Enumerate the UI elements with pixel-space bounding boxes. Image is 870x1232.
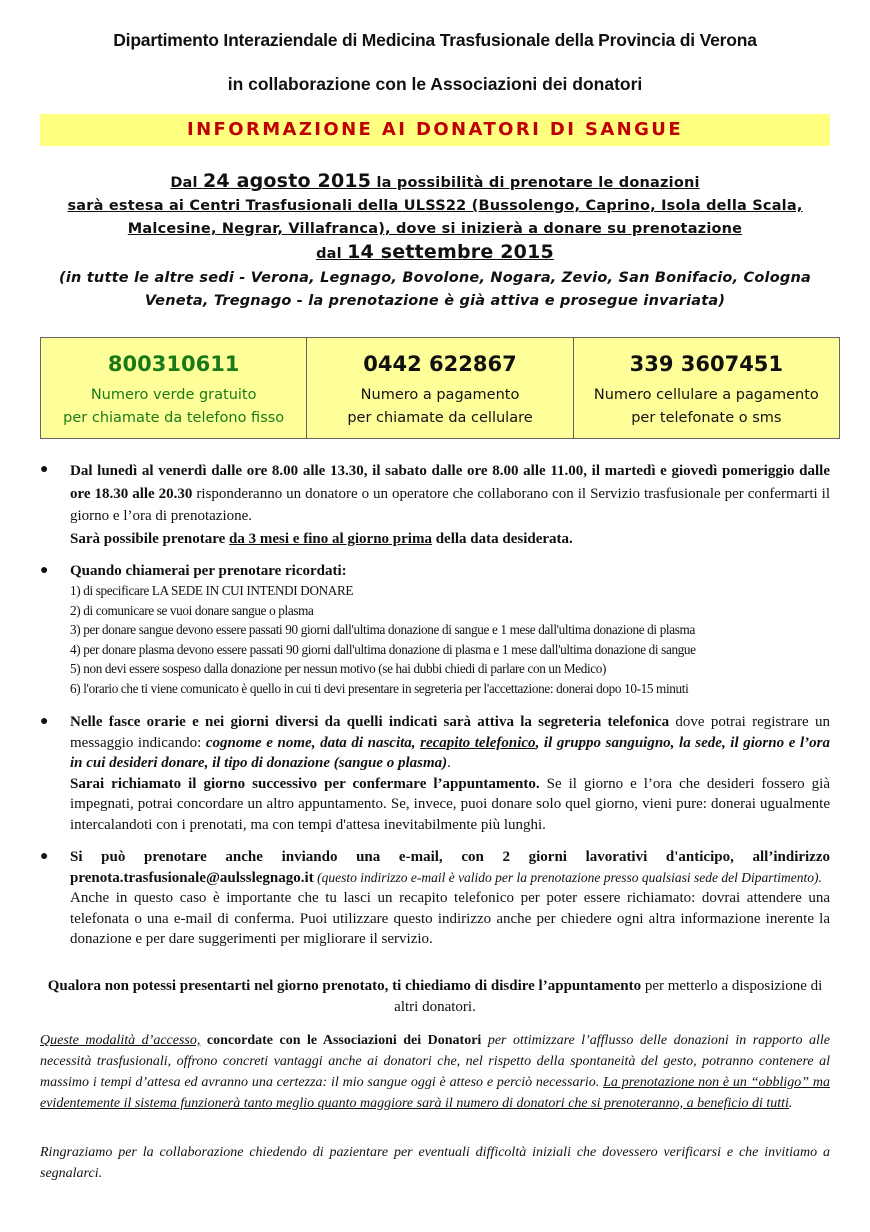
phone-desc: per telefonate o sms: [631, 410, 782, 426]
list-item: 6) l'orario che ti viene comunicato è quello in cui ti devi presentare in segreteria per l'accettazione: donerai dopo 10-15 minuti: [70, 680, 689, 696]
cancel-note: Qualora non potessi presentarti nel giorno prenotato, ti chiediamo di disdire l’appuntamento per metterlo a disposizione di altri donatori.: [47, 978, 823, 1015]
collaboration-subtitle: in collaborazione con le Associazioni dei donatori: [227, 74, 643, 94]
phone-desc: Numero cellulare a pagamento: [593, 387, 819, 403]
intro-note: (in tutte le altre sedi - Verona, Legnago, Bovolone, Nogara, Zevio, San Bonifacio, Cologna Veneta, Tregnago - la prenotazione è già attiva e prosegue invariata): [59, 270, 811, 309]
bullet-dot: ●: [40, 462, 49, 477]
phone-desc: Numero verde gratuito: [90, 387, 257, 403]
bullet-dot: ●: [40, 714, 49, 729]
list-item: 5) non devi essere sospeso dalla donazione per nessun motivo (se hai dubbi chiedi di parlare con un Medico): [70, 661, 607, 677]
email-address[interactable]: prenota.trasfusionale@aulsslegnago.it: [70, 869, 314, 886]
phone-desc: per chiamate da cellulare: [347, 410, 533, 426]
phone-number[interactable]: 339 3607451: [629, 352, 784, 376]
phone-cell-toll-free: [41, 338, 307, 438]
intro-announcement: Dal 24 agosto 2015 la possibilità di prenotare le donazioni sarà estesa ai Centri Trasfusionali della ULSS22 (Bussolengo, Caprino, Isola della Scala, Malcesine, Negrar, Villafranca), dove si inizierà a donare su prenotazione dal 14 settembre 2015 (in tutte le altre sedi - Verona, Legnago, Bovolone, Nogara, Zevio, San Bonifacio, Cologna Veneta, Tregnago - la prenotazione è già attiva e prosegue invariata): [40, 170, 830, 313]
department-title: Dipartimento Interaziendale di Medicina Trasfusionale della Provincia di Verona: [113, 30, 757, 50]
phone-cell-landline: [307, 338, 573, 438]
phone-desc: Numero a pagamento: [360, 387, 520, 403]
phone-numbers-table: [40, 337, 840, 439]
info-banner: INFORMAZIONE AI DONATORI DI SANGUE: [40, 114, 830, 146]
list-item: 3) per donare sangue devono essere passati 90 giorni dall'ultima donazione di sangue e 1 mese dall'ultima donazione di plasma: [70, 622, 695, 638]
list-item: 1) di specificare LA SEDE IN CUI INTENDI DONARE: [70, 583, 354, 598]
list-item: 4) per donare plasma devono essere passati 90 giorni dall'ultima donazione di plasma e 1 mese dall'ultima donazione di sangue: [70, 641, 696, 657]
phone-number[interactable]: 0442 622867: [363, 352, 517, 376]
phone-desc: per chiamate da telefono fisso: [63, 410, 285, 426]
remember-title: Quando chiamerai per prenotare ricordati:: [70, 563, 347, 579]
list-item: 2) di comunicare se vuoi donare sangue o plasma: [70, 602, 314, 618]
thanks-paragraph: Ringraziamo per la collaborazione chiedendo di pazientare per eventuali difficoltà iniziali che dovessero verificarsi e che invitiamo a segnalarci.: [40, 1145, 830, 1181]
phone-number[interactable]: 800310611: [107, 352, 240, 376]
footer-paragraph: Queste modalità d’accesso, concordate con le Associazioni dei Donatori per ottimizzare l’afflusso delle donazioni in rapporto alle necessità trasfusionali, offrono concreti vantaggi anche ai donatori che, nel rispetto della spontaneità del gesto, potranno contenere al massimo i tempi d’attesa ed avranno una certezza: il mio sangue oggi è atteso e perciò necessario. La prenotazione non è un “obbligo” ma evidentemente il sistema funzionerà tanto meglio quanto maggiore sarà il numero di donatori che si prenoteranno, a beneficio di tutti.: [40, 1033, 831, 1111]
bullet-dot: ●: [40, 563, 49, 578]
phone-cell-mobile: [574, 338, 839, 438]
bullet-dot: ●: [40, 849, 49, 864]
